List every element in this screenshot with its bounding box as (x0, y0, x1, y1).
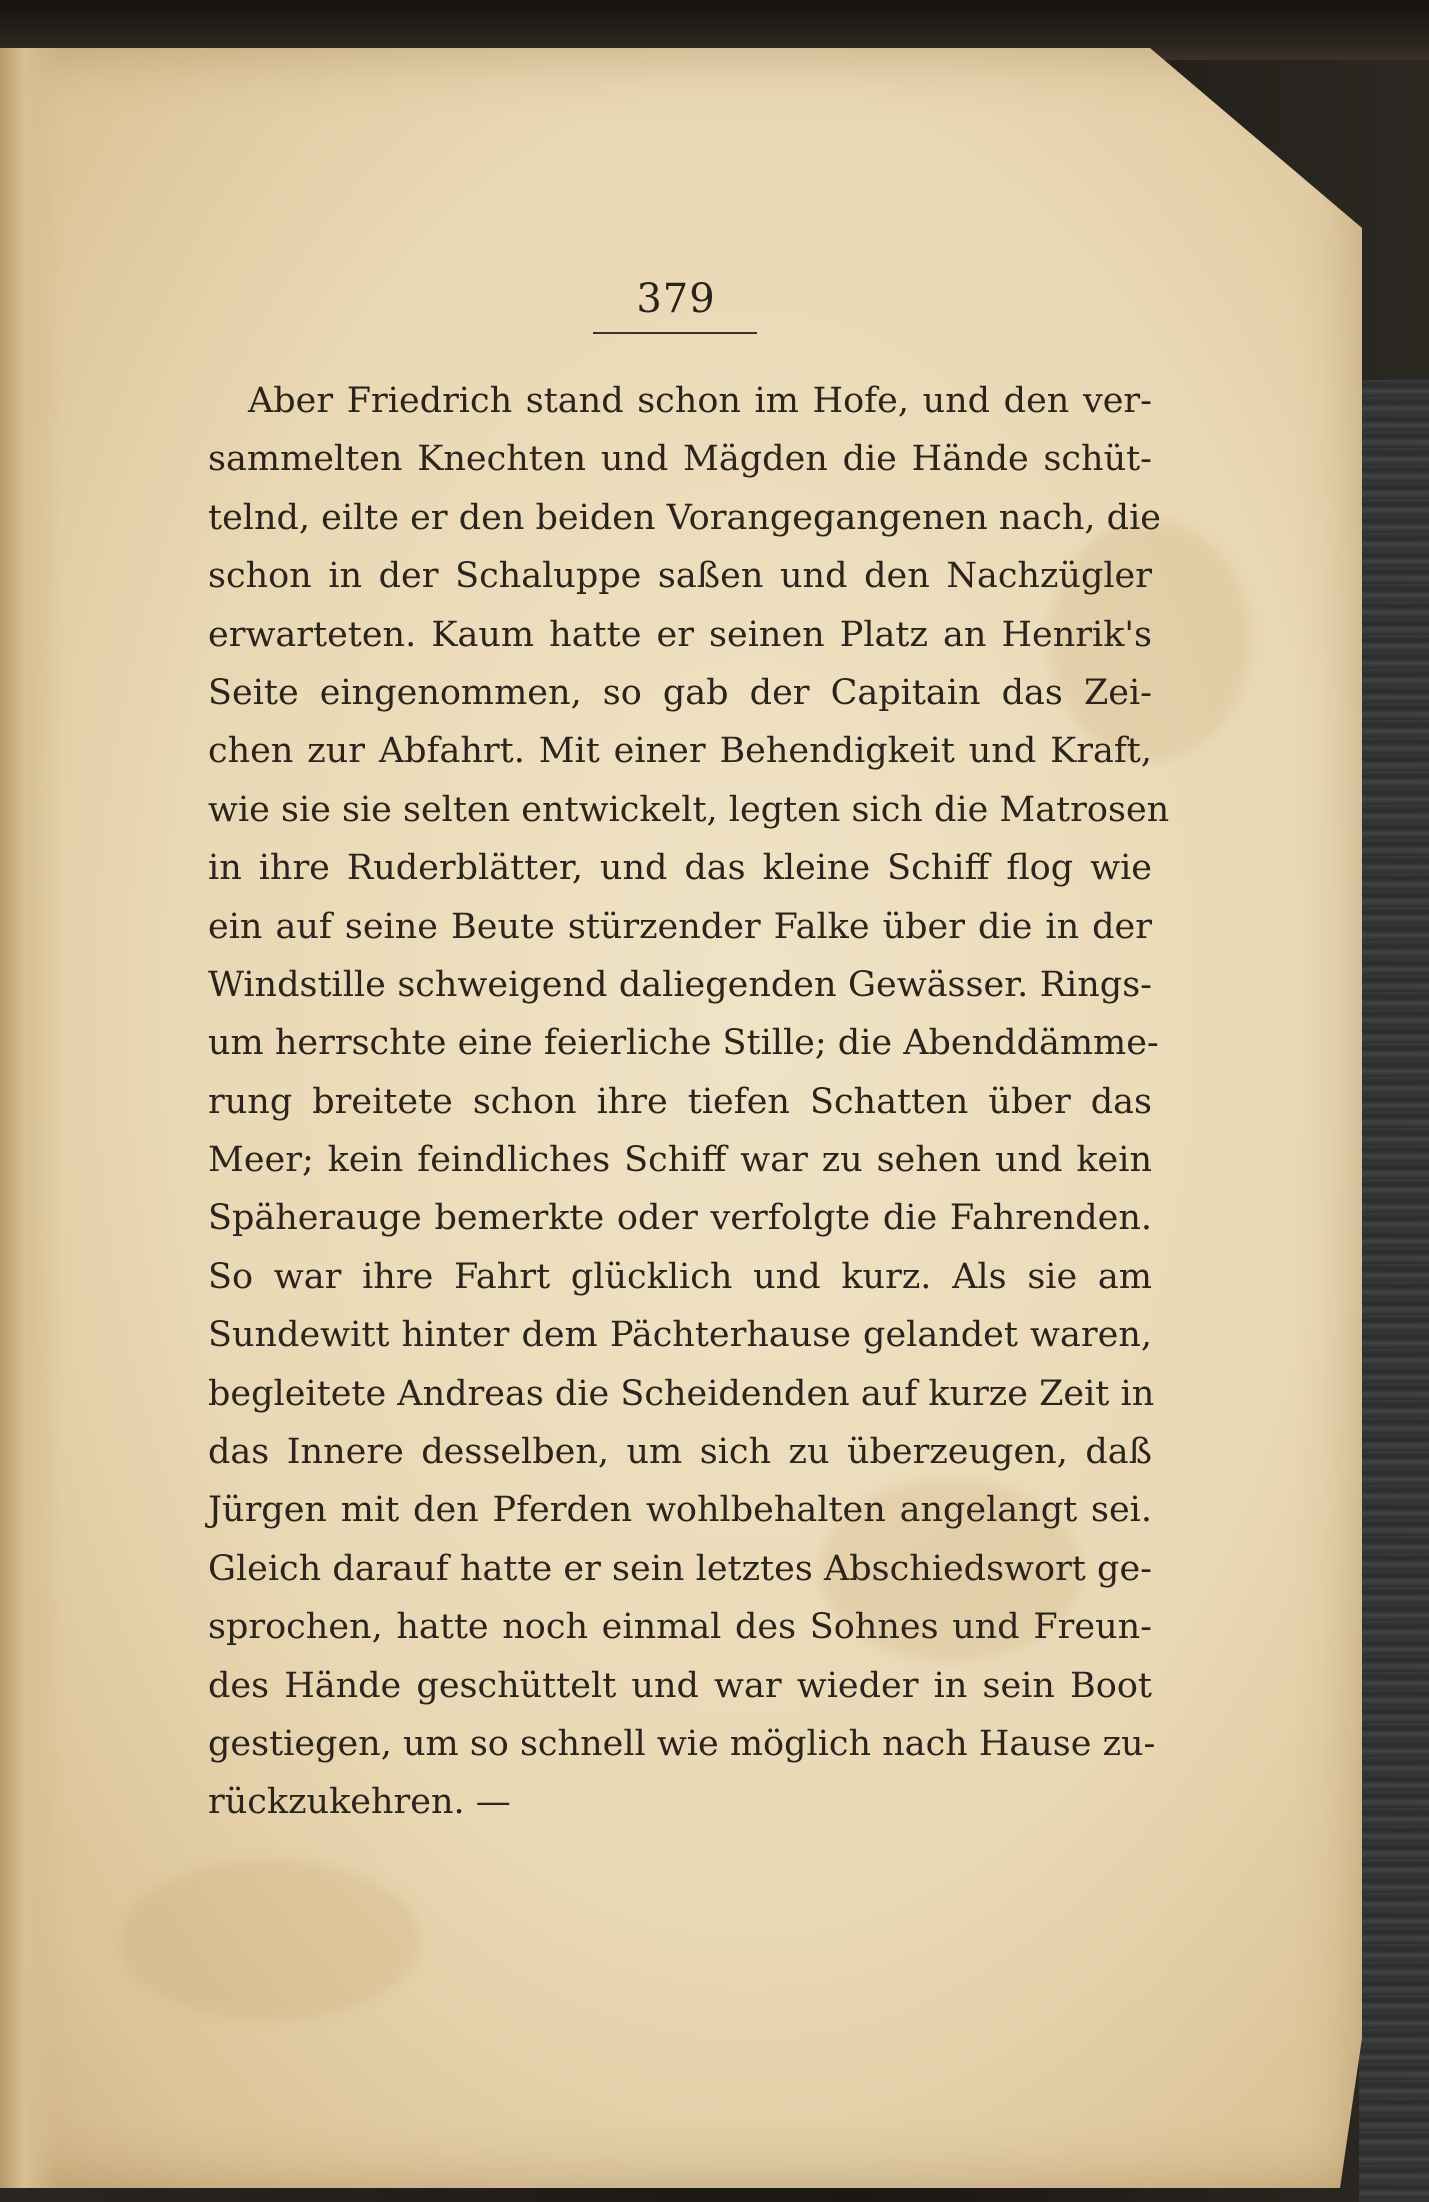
text-line: Meer; kein feindliches Schiff war zu sehen und kein (208, 1140, 1152, 1181)
text-line: Jürgen mit den Pferden wohlbehalten angelangt sei. (208, 1490, 1152, 1531)
text-line: telnd, eilte er den beiden Vorangegangenen nach, die (208, 497, 1161, 538)
text-line: Aber Friedrich stand schon im Hofe, und den ver- (248, 381, 1152, 421)
text-line: chen zur Abfahrt. Mit einer Behendigkeit und Kraft, (208, 731, 1152, 772)
paper-stain (120, 1860, 420, 2020)
text-line: Sundewitt hinter dem Pächterhause gelandet waren, (208, 1315, 1152, 1356)
text-line: schon in der Schaluppe saßen und den Nachzügler (208, 556, 1152, 597)
text-line: erwarteten. Kaum hatte er seinen Platz an Henrik's (208, 614, 1152, 655)
text-line: in ihre Ruderblätter, und das kleine Schiff flog wie (208, 848, 1152, 889)
page-number-rule (593, 332, 757, 334)
text-line: rückzukehren. — (208, 1782, 511, 1823)
text-line: ein auf seine Beute stürzender Falke über die in der (208, 906, 1152, 947)
text-line: Seite eingenommen, so gab der Capitain das Zei- (208, 672, 1152, 713)
text-line: Windstille schweigend daliegenden Gewässer. Rings- (208, 964, 1152, 1005)
text-line: das Innere desselben, um sich zu überzeugen, daß (208, 1432, 1152, 1473)
text-line: begleitete Andreas die Scheidenden auf kurze Zeit in (208, 1373, 1155, 1414)
text-line: des Hände geschüttelt und war wieder in sein Boot (208, 1665, 1152, 1706)
text-line: sammelten Knechten und Mägden die Hände schüt- (208, 439, 1152, 480)
text-line: Gleich darauf hatte er sein letztes Abschiedswort ge- (208, 1548, 1152, 1589)
text-line: gestiegen, um so schnell wie möglich nach Hause zu- (208, 1723, 1156, 1764)
text-line: rung breitete schon ihre tiefen Schatten über das (208, 1081, 1152, 1122)
text-line: sprochen, hatte noch einmal des Sohnes und Freun- (208, 1607, 1152, 1648)
text-line: wie sie sie selten entwickelt, legten sich die Matrosen (208, 789, 1170, 830)
text-line: So war ihre Fahrt glücklich und kurz. Als sie am (208, 1256, 1152, 1297)
body-text (208, 372, 1170, 1832)
page-number: 379 (636, 276, 716, 322)
text-line: Späherauge bemerkte oder verfolgte die Fahrenden. (208, 1198, 1152, 1239)
book-cover-right-edge (1359, 380, 1429, 2202)
page-gutter (0, 48, 60, 2188)
text-line: um herrschte eine feierliche Stille; die Abenddämme- (208, 1023, 1159, 1064)
